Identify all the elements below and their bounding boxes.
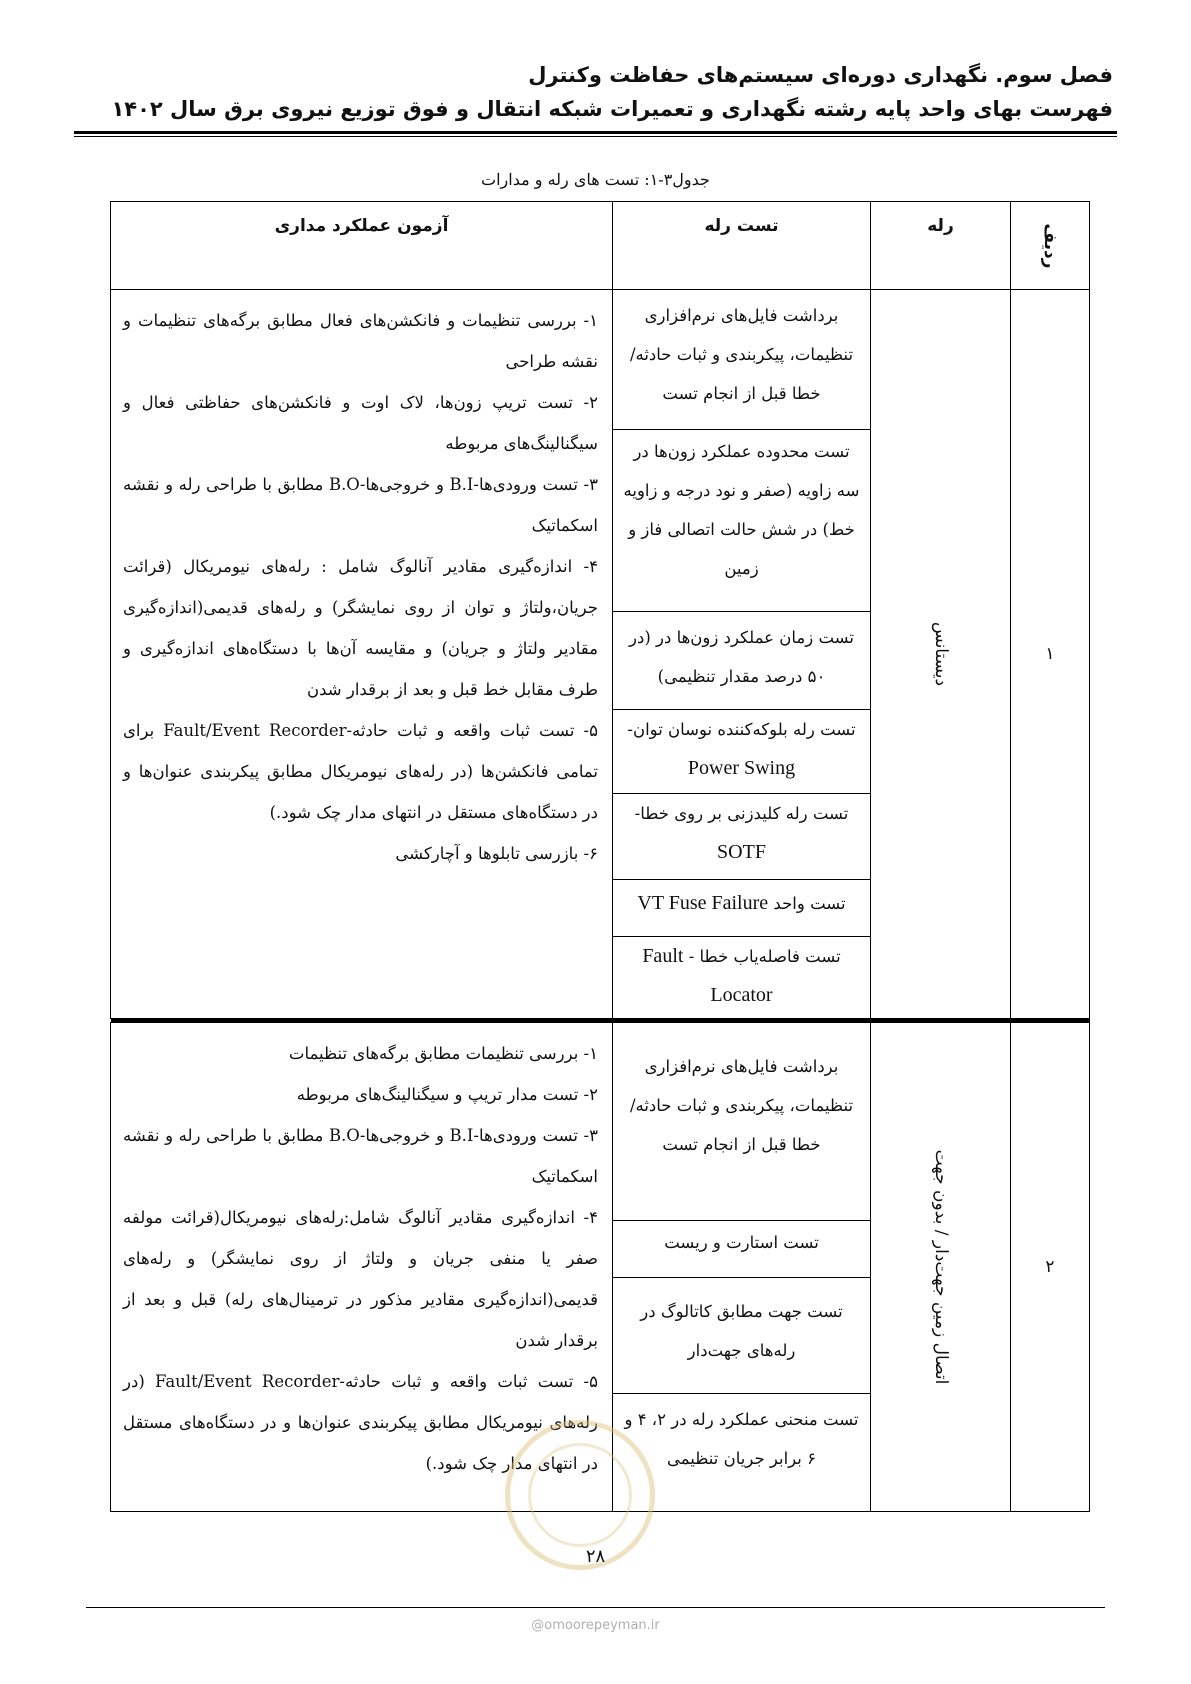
relay-name: اتصال زمین جهت‌دار / بدون جهت [930,1149,951,1385]
row-number: ۱ [1011,290,1090,1019]
document-title: فهرست بهای واحد پایه رشته نگهداری و تعمیرات شبکه انتقال و فوق توزیع نیروی برق سال ۱۴۰۲ [111,97,1113,121]
circuit-tests-cell [111,290,613,1019]
header-circuit-test: آزمون عملکرد مداری [111,202,613,290]
table-caption: جدول۳-۱: تست های رله و مدارات [481,170,710,189]
relay-tests-cell [613,290,871,1019]
list-item: ۱- بررسی تنظیمات مطابق برگه‌های تنظیمات [288,1044,598,1063]
footer-rule [86,1607,1105,1608]
row-number: ۲ [1011,1023,1090,1512]
test-item: تست فاصله‌یاب خطا - Fault Locator [642,945,841,1006]
relay-name: دیستانس [930,621,951,687]
header-rule-thick [74,131,1117,134]
table-row [111,290,1090,1019]
relay-tests-table [110,201,1090,1512]
header-relay-test: تست رله [613,202,871,290]
page-header [73,58,1113,126]
test-item: تست واحد VT Fuse Failure [613,880,870,937]
list-item: ۶- بازرسی تابلوها و آچارکشی [395,844,598,863]
list-item: ۴- اندازه‌گیری مقادیر آنالوگ شامل:رله‌های نیومریکال(قرائت مولفه صفر یا منفی جریان و ولتاژ از روی نمایشگر) و رله‌های قدیمی(اندازه‌گیری مقادیر مذکور در ترمینال‌های رله) قبل و بعد از برقدار شدن [123,1208,598,1350]
test-item: تست رله کلیدزنی بر روی خطا- SOTF [613,794,870,880]
test-item: تست محدوده عملکرد زون‌ها در سه زاویه (صفر و نود درجه و زاویه خط) در شش حالت اتصالی فاز و زمین [613,430,870,612]
chapter-title: فصل سوم. نگهداری دوره‌ای سیستم‌های حفاظت وکنترل [528,63,1113,87]
test-item: تست رله بلوکه‌کننده نوسان توان- Power Swing [613,710,870,794]
relay-name-cell [871,1023,1011,1512]
test-item: برداشت فایل‌های نرم‌افزاری تنظیمات، پیکربندی و ثبات حادثه/خطا قبل از انجام تست [613,1023,870,1221]
header-relay: رله [871,202,1011,290]
relay-name-cell [871,290,1011,1019]
list-item: ۲- تست مدار تریپ و سیگنالینگ‌های مربوطه [296,1085,598,1104]
test-item: تست زمان عملکرد زون‌ها در (در ۵۰ درصد مقدار تنظیمی) [613,612,870,710]
test-item: تست استارت و ریست [613,1221,870,1278]
list-item: ۴- اندازه‌گیری مقادیر آنالوگ شامل : رله‌های نیومریکال (قرائت جریان،ولتاژ و توان از روی نمایشگر) و رله‌های قدیمی(اندازه‌گیری مقادیر ولتاژ و جریان) و مقایسه آن‌ها با دستگاه‌های اندازه‌گیری و طرف مقابل خط قبل و بعد از برقدار شدن [123,557,598,699]
test-item: تست منحنی عملکرد رله در ۲، ۴ و ۶ برابر جریان تنظیمی [624,1410,859,1468]
test-item: تست جهت مطابق کاتالوگ در رله‌های جهت‌دار [613,1278,870,1394]
relay-tests-cell [613,1023,871,1512]
test-item: برداشت فایل‌های نرم‌افزاری تنظیمات، پیکربندی و ثبات حادثه/خطا قبل از انجام تست [613,290,870,430]
list-item: ۵- تست ثبات واقعه و ثبات حادثه-Fault/Event Recorder (در رله‌های نیومریکال مطابق پیکربندی عنوان‌ها و در دستگاه‌های مستقل در انتهای مدار چک شود.) [123,1372,598,1473]
table-header-row [111,202,1090,290]
page-number: ۲۸ [585,1546,606,1567]
list-item: ۳- تست ورودی‌ها-B.I و خروجی‌ها-B.O مطابق با طراحی رله و نقشه اسکماتیک [123,1126,598,1186]
header-rule-thin [74,136,1117,137]
list-item: ۳- تست ورودی‌ها-B.I و خروجی‌ها-B.O مطابق با طراحی رله و نقشه اسکماتیک [123,475,598,535]
list-item: ۵- تست ثبات واقعه و ثبات حادثه-Fault/Event Recorder برای تمامی فانکشن‌ها (در رله‌های نیومریکال مطابق پیکربندی عنوان‌ها و در دستگاه‌های مستقل در انتهای مدار چک شود.) [123,721,598,822]
watermark-text: @omoorepeyman.ir [531,1618,660,1633]
list-item: ۱- بررسی تنظیمات و فانکشن‌های فعال مطابق برگه‌های تنظیمات و نقشه طراحی [123,311,598,371]
list-item: ۲- تست تریپ زون‌ها، لاک اوت و فانکشن‌های حفاظتی فعال و سیگنالینگ‌های مربوطه [123,393,598,453]
header-radif: ردیف [1011,202,1090,290]
